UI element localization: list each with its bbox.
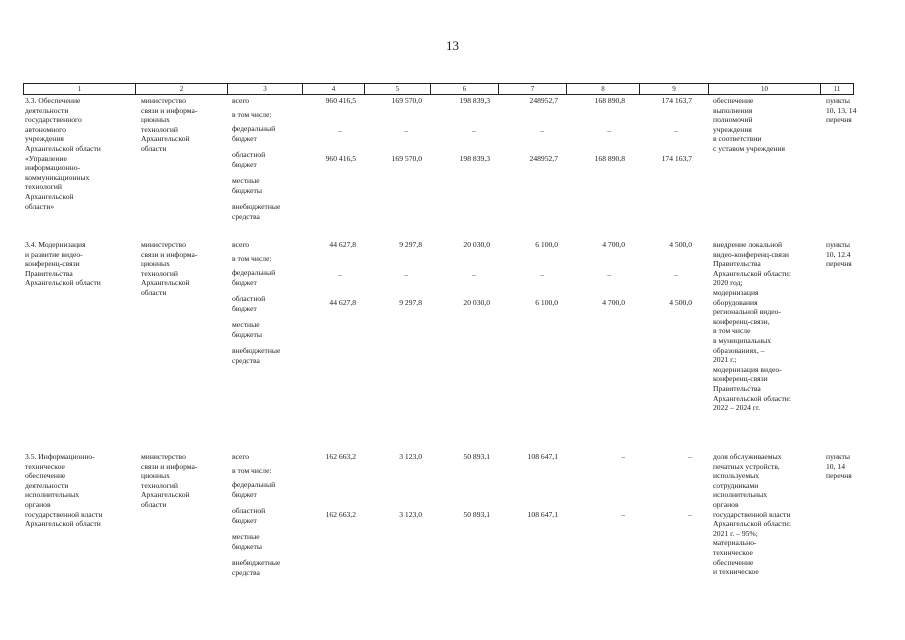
row-federal-value: – bbox=[674, 126, 678, 135]
row-funding-source: внебюджетные средства bbox=[232, 202, 281, 221]
row-item-name: 3.4. Модернизация и развитие видео- конференц-связи Правительства Архангельской области bbox=[25, 240, 101, 288]
row-total-value: 169 570,0 bbox=[391, 96, 422, 105]
row-total-value: 20 030,0 bbox=[463, 240, 490, 249]
row-federal-value: – bbox=[674, 270, 678, 279]
row-total-value: 3 123,0 bbox=[399, 452, 422, 461]
header-cell: 4 bbox=[302, 84, 364, 94]
row-funding-source: всего bbox=[232, 96, 250, 105]
row-total-value: 9 297,8 bbox=[399, 240, 422, 249]
row-funding-source: всего bbox=[232, 240, 250, 249]
row-funding-source: федеральный бюджет bbox=[232, 268, 276, 287]
row-total-value: 162 663,2 bbox=[325, 452, 356, 461]
row-funding-source: в том числе: bbox=[232, 110, 272, 119]
row-total-value: 50 893,1 bbox=[463, 452, 490, 461]
row-executor: министерство связи и информа- ционных технологий Архангельской области bbox=[141, 452, 198, 509]
row-funding-source: областной бюджет bbox=[232, 506, 266, 525]
header-cell: 9 bbox=[639, 84, 708, 94]
row-funding-source: областной бюджет bbox=[232, 150, 266, 169]
row-funding-source: внебюджетные средства bbox=[232, 558, 281, 577]
row-total-value: 248952,7 bbox=[529, 96, 558, 105]
row-total-value: 4 500,0 bbox=[669, 240, 692, 249]
header-cell: 8 bbox=[566, 84, 639, 94]
row-total-value: – bbox=[621, 452, 625, 461]
header-cell: 6 bbox=[430, 84, 498, 94]
row-federal-value: – bbox=[607, 126, 611, 135]
row-regional-value: 198 839,3 bbox=[459, 154, 490, 163]
row-total-value: 44 627,8 bbox=[329, 240, 356, 249]
page-number: 13 bbox=[446, 38, 459, 53]
row-regional-value: – bbox=[688, 510, 692, 519]
row-funding-source: в том числе: bbox=[232, 466, 272, 475]
row-funding-source: внебюджетные средства bbox=[232, 346, 281, 365]
row-federal-value: – bbox=[338, 270, 342, 279]
row-funding-source: местные бюджеты bbox=[232, 176, 262, 195]
row-federal-value: – bbox=[472, 270, 476, 279]
row-funding-source: в том числе: bbox=[232, 254, 272, 263]
row-regional-value: 168 890,8 bbox=[594, 154, 625, 163]
row-regional-value: 248952,7 bbox=[529, 154, 558, 163]
header-cell: 7 bbox=[498, 84, 566, 94]
row-regional-value: 44 627,8 bbox=[329, 298, 356, 307]
row-regional-value: 4 500,0 bbox=[669, 298, 692, 307]
row-funding-source: федеральный бюджет bbox=[232, 124, 276, 143]
row-item-name: 3.5. Информационно- техническое обеспечение деятельности исполнительных органов государственной власти Архангельской области bbox=[25, 452, 103, 529]
header-cell: 10 bbox=[708, 84, 820, 94]
row-expected-result: внедрение локальной видео-конференц-связи Правительства Архангельской области: 2020 год; модернизация оборудования региональной видео- конференц-связи, в том числе в муниципальных образованиях, – 2021 г.; модернизация видео- конференц-связи Правительства Архангельской области: 2022 – 2024 гг. bbox=[713, 240, 791, 413]
row-regional-value: – bbox=[621, 510, 625, 519]
table-header-row bbox=[23, 83, 854, 95]
header-cell: 2 bbox=[135, 84, 227, 94]
row-federal-value: – bbox=[472, 126, 476, 135]
row-regional-value: 169 570,0 bbox=[391, 154, 422, 163]
header-cell: 3 bbox=[227, 84, 302, 94]
row-total-value: 4 700,0 bbox=[602, 240, 625, 249]
row-funding-source: федеральный бюджет bbox=[232, 480, 276, 499]
row-federal-value: – bbox=[404, 270, 408, 279]
row-regional-value: 960 416,5 bbox=[325, 154, 356, 163]
row-links: пункты 10, 13, 14 перечня bbox=[826, 96, 857, 125]
row-item-name: 3.3. Обеспечение деятельности государственного автономного учреждения Архангельской области «Управление информационно- коммуникационных технологий Архангельской области» bbox=[25, 96, 101, 211]
row-executor: министерство связи и информа- ционных технологий Архангельской области bbox=[141, 96, 198, 153]
row-total-value: 108 647,1 bbox=[527, 452, 558, 461]
row-regional-value: 108 647,1 bbox=[527, 510, 558, 519]
row-funding-source: всего bbox=[232, 452, 250, 461]
row-regional-value: 162 663,2 bbox=[325, 510, 356, 519]
header-cell: 5 bbox=[364, 84, 430, 94]
header-cell: 1 bbox=[23, 84, 135, 94]
row-regional-value: 3 123,0 bbox=[399, 510, 422, 519]
row-expected-result: доля обслуживаемых печатных устройств, используемых сотрудниками исполнительных органов государственной власти Архангельской области: 2021 г. – 95%; материально- техническое обеспечение и техническое bbox=[713, 452, 791, 577]
row-funding-source: местные бюджеты bbox=[232, 532, 262, 551]
header-cell: 11 bbox=[820, 84, 854, 94]
row-regional-value: 174 163,7 bbox=[661, 154, 692, 163]
row-total-value: 174 163,7 bbox=[661, 96, 692, 105]
row-total-value: 960 416,5 bbox=[325, 96, 356, 105]
row-funding-source: областной бюджет bbox=[232, 294, 266, 313]
row-executor: министерство связи и информа- ционных технологий Архангельской области bbox=[141, 240, 198, 297]
row-total-value: – bbox=[688, 452, 692, 461]
row-federal-value: – bbox=[404, 126, 408, 135]
row-regional-value: 6 100,0 bbox=[535, 298, 558, 307]
row-total-value: 6 100,0 bbox=[535, 240, 558, 249]
row-regional-value: 9 297,8 bbox=[399, 298, 422, 307]
row-regional-value: 50 893,1 bbox=[463, 510, 490, 519]
row-links: пункты 10, 14 перечня bbox=[826, 452, 852, 481]
row-federal-value: – bbox=[338, 126, 342, 135]
row-regional-value: 4 700,0 bbox=[602, 298, 625, 307]
row-regional-value: 20 030,0 bbox=[463, 298, 490, 307]
row-expected-result: обеспечение выполнения полномочий учреждения в соответствии с уставом учреждения bbox=[713, 96, 785, 153]
row-federal-value: – bbox=[540, 126, 544, 135]
row-federal-value: – bbox=[607, 270, 611, 279]
row-links: пункты 10, 12.4 перечня bbox=[826, 240, 852, 269]
row-total-value: 198 839,3 bbox=[459, 96, 490, 105]
row-federal-value: – bbox=[540, 270, 544, 279]
row-total-value: 168 890,8 bbox=[594, 96, 625, 105]
row-funding-source: местные бюджеты bbox=[232, 320, 262, 339]
